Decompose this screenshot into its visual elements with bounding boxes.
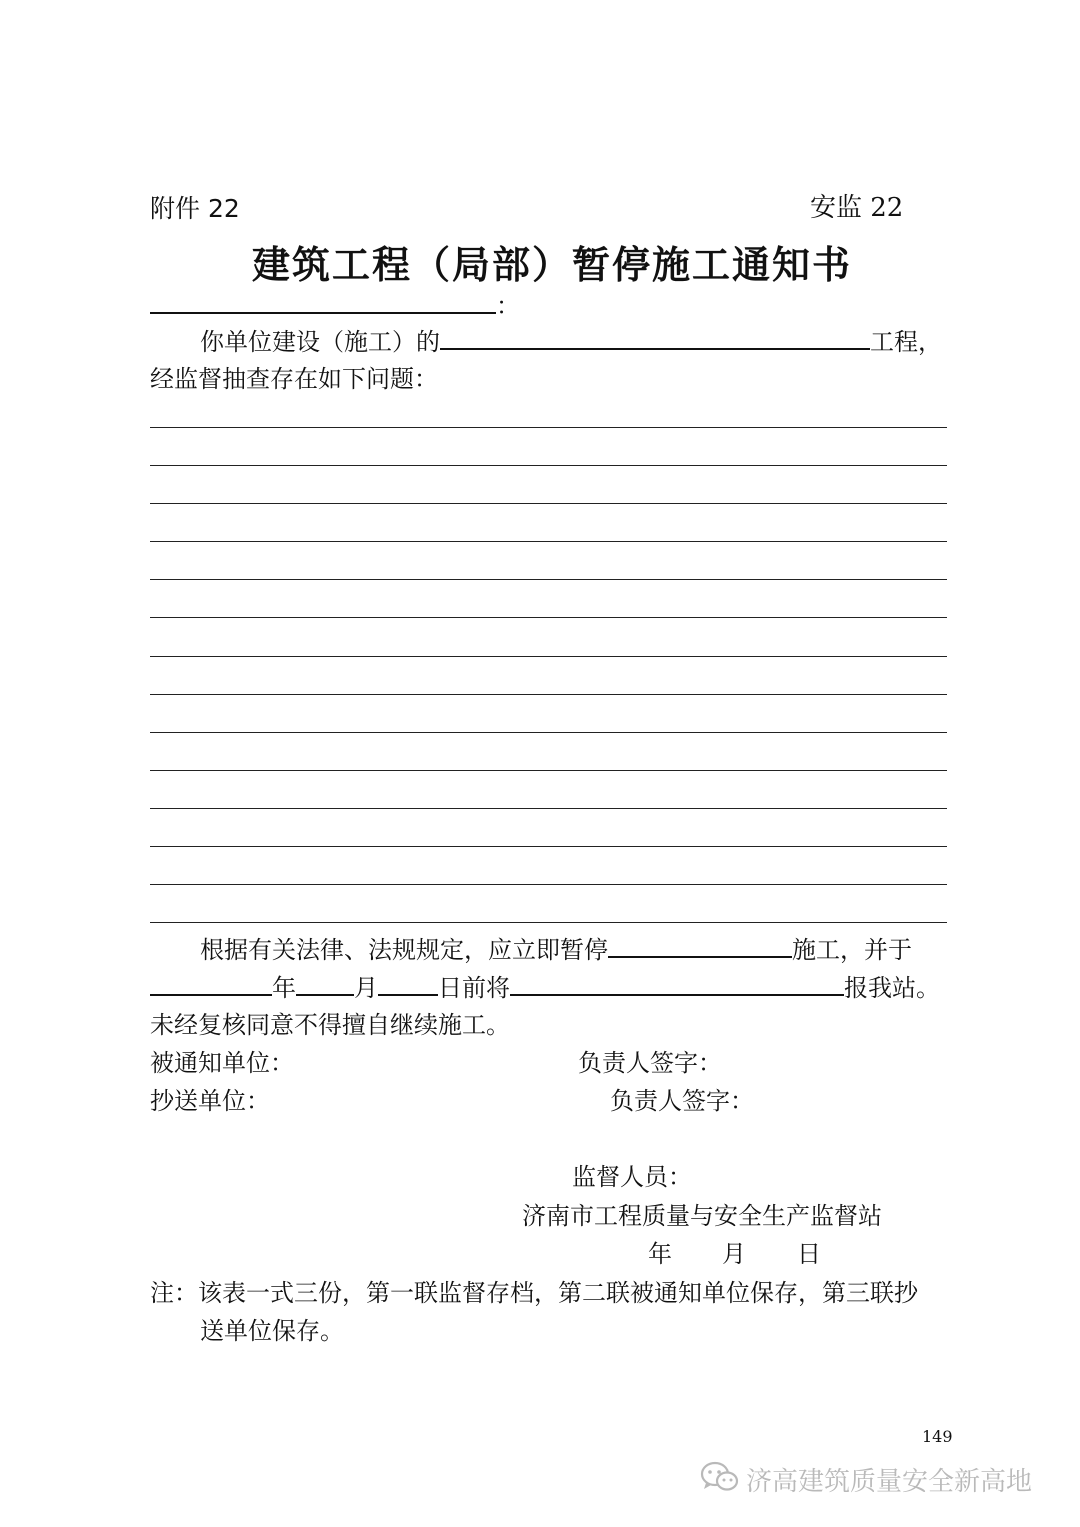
problem-line[interactable] (150, 503, 947, 504)
problem-line[interactable] (150, 732, 947, 733)
report-suffix: 报我站。 (844, 974, 940, 1002)
report-item-blank[interactable] (510, 972, 844, 996)
wechat-icon (700, 1460, 740, 1498)
month-label: 月 (354, 974, 378, 1002)
suspend-line (200, 934, 912, 965)
problems-intro: 经监督抽查存在如下问题： (150, 365, 438, 393)
form-code: 安监 22 (810, 193, 904, 223)
day-blank[interactable] (378, 972, 438, 996)
problem-line[interactable] (150, 427, 947, 428)
problem-line[interactable] (150, 579, 947, 580)
addressee-blank[interactable] (150, 290, 496, 314)
problem-line[interactable] (150, 770, 947, 771)
attachment-label: 附件 22 (150, 194, 240, 223)
problem-line[interactable] (150, 922, 947, 923)
problem-line[interactable] (150, 465, 947, 466)
addressee-line (150, 290, 520, 321)
project-name-blank[interactable] (440, 326, 870, 350)
station-name: 济南市工程质量与安全生产监督站 (522, 1202, 882, 1230)
suspend-suffix: 施工，并于 (792, 936, 912, 964)
note-line-2: 送单位保存。 (200, 1317, 344, 1345)
year-label: 年 (272, 974, 296, 1002)
note-line-1: 注：该表一式三份，第一联监督存档，第二联被通知单位保存，第三联抄 (150, 1279, 918, 1307)
responsible-sign-label-1: 负责人签字： (578, 1049, 722, 1077)
project-line-prefix: 你单位建设（施工）的 (200, 328, 440, 356)
page-number: 149 (922, 1427, 953, 1446)
suspend-prefix: 根据有关法律、法规规定，应立即暂停 (200, 936, 608, 964)
deadline-line (150, 972, 940, 1003)
addressee-colon: ： (496, 292, 520, 320)
problem-line[interactable] (150, 846, 947, 847)
page-title: 建筑工程（局部）暂停施工通知书 (252, 243, 853, 287)
project-line-suffix: 工程， (870, 328, 942, 356)
sign-date-month: 月 (722, 1240, 746, 1268)
problem-line[interactable] (150, 617, 947, 618)
problem-line[interactable] (150, 884, 947, 885)
year-blank[interactable] (150, 972, 272, 996)
problem-line[interactable] (150, 541, 947, 542)
no-resume-text: 未经复核同意不得擅自继续施工。 (150, 1011, 510, 1039)
supervisor-label: 监督人员： (572, 1163, 692, 1191)
problem-line[interactable] (150, 808, 947, 809)
project-line (200, 326, 942, 357)
problem-line[interactable] (150, 694, 947, 695)
sign-date-day: 日 (797, 1240, 821, 1268)
day-label: 日前将 (438, 974, 510, 1002)
notified-unit-label: 被通知单位： (150, 1049, 294, 1077)
responsible-sign-label-2: 负责人签字： (610, 1087, 754, 1115)
watermark-text: 济高建筑质量安全新高地 (746, 1466, 1033, 1497)
month-blank[interactable] (296, 972, 354, 996)
watermark (700, 1460, 1032, 1500)
sign-date-year: 年 (648, 1240, 672, 1268)
problem-line[interactable] (150, 656, 947, 657)
suspend-scope-blank[interactable] (608, 934, 792, 958)
cc-unit-label: 抄送单位： (150, 1087, 270, 1115)
